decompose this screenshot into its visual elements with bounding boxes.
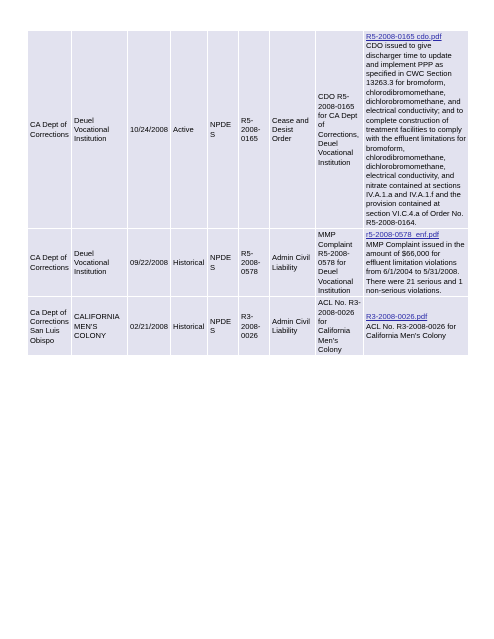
agency-cell: Ca Dept of Corrections San Luis Obispo (28, 297, 72, 356)
description-cell (364, 297, 469, 356)
date-cell: 10/24/2008 (128, 31, 171, 229)
description-cell (364, 229, 469, 297)
program-cell: NPDES (208, 31, 239, 229)
action-title-cell: ACL No. R3-2008-0026 for California Men's Colony (316, 297, 364, 356)
agency-cell: CA Dept of Corrections (28, 31, 72, 229)
status-cell: Historical (171, 297, 208, 356)
order-number-cell: R5-2008-0165 (239, 31, 270, 229)
program-cell: NPDES (208, 229, 239, 297)
document-link[interactable]: r5-2008-0578_enf.pdf (366, 230, 440, 240)
description-text: MMP Complaint issued in the amount of $66,000 for effluent limitation violations from 6/1/2004 to 5/31/2008. There were 21 serious and 1 non-serious violations. (366, 239, 465, 296)
document-link[interactable]: R3-2008-0026.pdf (366, 312, 428, 322)
action-type-cell: Admin Civil Liability (270, 229, 316, 297)
status-cell: Historical (171, 229, 208, 297)
date-cell: 02/21/2008 (128, 297, 171, 356)
facility-cell: Deuel Vocational Institution (72, 31, 128, 229)
document-link[interactable]: R5-2008-0165 cdo.pdf (366, 32, 442, 41)
facility-cell: CALIFORNIA MEN'S COLONY (72, 297, 128, 356)
date-cell: 09/22/2008 (128, 229, 171, 297)
action-title-cell: CDO R5-2008-0165 for CA Dept of Corrections, Deuel Vocational Institution (316, 31, 364, 229)
action-title-cell: MMP Complaint R5-2008-0578 for Deuel Vocational Institution (316, 229, 364, 297)
table-row (28, 297, 469, 356)
description-text: CDO issued to give discharger time to update and implement PPP as specified in CWC Section 13263.3 for bromoform, chlorodibromomethane, dichlorobromomethane, and electrical conductivity; and to complete construction of treatment facilities to comply with the effluent limitations for bromoform, chlorodibromomethane, dichlorobromomethane, electrical conductivity, and nitrate contained at sections IV.A.1.a and IV.A.1.f and the provision contained at section VI.C.4.a of Order No. R5-2008-0164. (366, 41, 466, 227)
facility-cell: Deuel Vocational Institution (72, 229, 128, 297)
action-type-cell: Cease and Desist Order (270, 31, 316, 229)
order-number-cell: R3-2008-0026 (239, 297, 270, 356)
action-type-cell: Admin Civil Liability (270, 297, 316, 356)
agency-cell: CA Dept of Corrections (28, 229, 72, 297)
description-text: ACL No. R3-2008-0026 for California Men's Colony (366, 321, 457, 340)
program-cell: NPDES (208, 297, 239, 356)
table-row (28, 229, 469, 297)
enforcement-actions-table (27, 30, 469, 356)
table-row (28, 31, 469, 229)
description-cell (364, 31, 469, 229)
order-number-cell: R5-2008-0578 (239, 229, 270, 297)
status-cell: Active (171, 31, 208, 229)
